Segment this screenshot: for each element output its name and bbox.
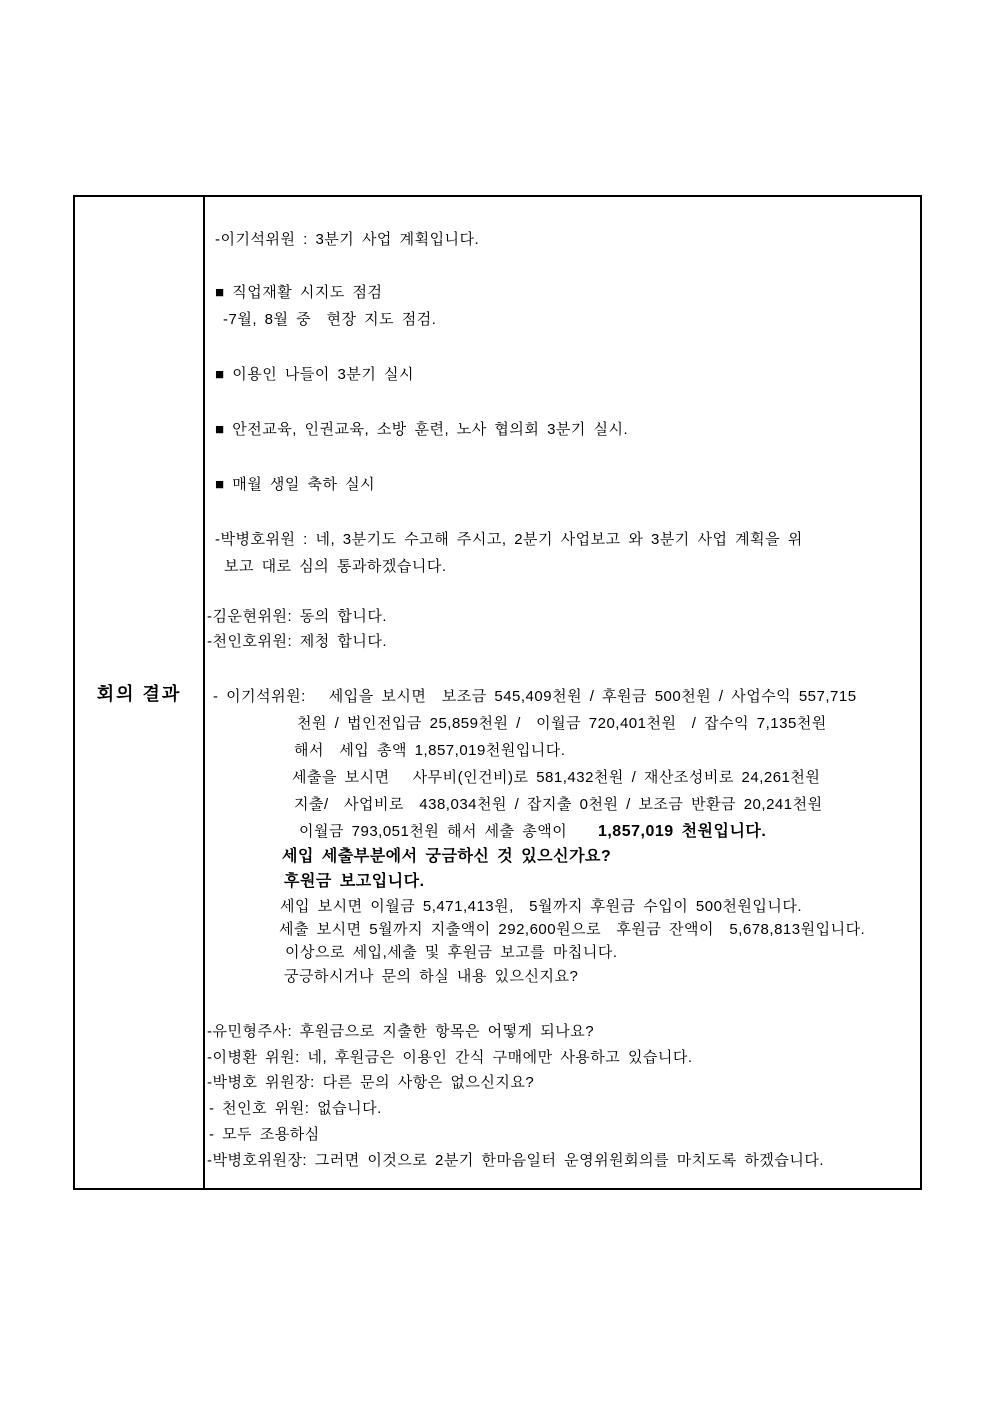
- text-line: [205, 768, 920, 788]
- text-segment: 궁긍하시거나 문의 하실 내용 있으신지요?: [284, 968, 579, 985]
- text-line: [205, 920, 920, 940]
- text-line: [205, 795, 920, 815]
- text-segment: 세출을 보시면 사무비(인건비)로 581,432천원 / 재산조성비로 24,261천원: [292, 769, 821, 786]
- text-segment: ■ 안전교육, 인권교육, 소방 훈련, 노사 협의회 3분기 실시.: [215, 421, 629, 438]
- text-segment: 세입 보시면 이월금 5,471,413원, 5월까지 후원금 수입이 500천원입니다.: [280, 898, 803, 915]
- content-lines: [205, 230, 920, 1171]
- text-segment: -박병호위원 : 네, 3분기도 수고해 주시고, 2분기 사업보고 와 3분기 사업 계획을 위: [215, 531, 803, 548]
- table-label: 회의 결과: [96, 683, 182, 704]
- text-segment: ■ 이용인 나들이 3분기 실시: [215, 366, 414, 383]
- text-segment: -이기석위원 : 3분기 사업 계획입니다.: [215, 231, 480, 248]
- text-line: [205, 1125, 920, 1145]
- text-segment-bold: 후원금 보고입니다.: [284, 873, 425, 890]
- text-segment: -김운현위원: 동의 합니다.: [207, 608, 388, 625]
- text-line: [205, 847, 920, 867]
- text-line: [205, 557, 920, 577]
- text-line: [205, 1099, 920, 1119]
- text-line: [205, 1048, 920, 1068]
- text-line: [205, 943, 920, 963]
- text-segment: 해서 세입 총액 1,857,019천원입니다.: [294, 742, 566, 759]
- text-line: [205, 872, 920, 892]
- text-segment: 세출 보시면 5월까지 지출액이 292,600원으로 후원금 잔액이 5,678,813원입니다.: [279, 921, 866, 938]
- table-label-cell: [75, 197, 205, 1188]
- text-segment: - 모두 조용하심: [209, 1126, 320, 1143]
- text-segment: ■ 매월 생일 축하 실시: [215, 476, 376, 493]
- text-line: [205, 607, 920, 627]
- text-line: [205, 714, 920, 734]
- text-segment: ■ 직업재활 시지도 점검: [215, 284, 383, 301]
- table-content-cell: [205, 197, 920, 1188]
- text-line: [205, 1151, 920, 1171]
- text-segment: -유민형주사: 후원금으로 지출한 항목은 어떻게 되나요?: [207, 1023, 595, 1040]
- text-line: [205, 230, 920, 250]
- text-segment-bold: 1,857,019 천원입니다.: [597, 823, 767, 840]
- text-line: [205, 365, 920, 385]
- text-line: [205, 420, 920, 440]
- text-line: [205, 475, 920, 495]
- text-segment: 보고 대로 심의 통과하겠습니다.: [224, 558, 447, 575]
- text-segment: 이상으로 세입,세출 및 후원금 보고를 마칩니다.: [285, 944, 618, 961]
- text-line: [205, 822, 920, 842]
- text-line: [205, 967, 920, 987]
- text-segment: 천원 / 법인전입금 25,859천원 / 이월금 720,401천원 / 잡수익 7,135천원: [297, 715, 827, 732]
- text-line: [205, 530, 920, 550]
- text-segment: -천인호위원: 제청 합니다.: [207, 633, 388, 650]
- text-segment: - 이기석위원: 세입을 보시면 보조금 545,409천원 / 후원금 500천원 / 사업수익 557,715: [213, 688, 857, 705]
- text-line: [205, 283, 920, 303]
- text-line: [205, 1073, 920, 1093]
- text-line: [205, 741, 920, 761]
- text-line: [205, 1022, 920, 1042]
- text-segment: - 천인호 위원: 없습니다.: [209, 1100, 382, 1117]
- meeting-results-table: [73, 195, 922, 1190]
- text-segment: -7월, 8월 중 현장 지도 점검.: [223, 311, 437, 328]
- text-segment: -이병환 위원: 네, 후원금은 이용인 간식 구매에만 사용하고 있습니다.: [207, 1049, 693, 1066]
- text-line: [205, 632, 920, 652]
- text-segment: -박병호위원장: 그러면 이것으로 2분기 한마음일터 운영위원회의를 마치도록 하겠습니다.: [207, 1152, 824, 1169]
- text-segment: -박병호 위원장: 다른 문의 사항은 없으신지요?: [207, 1074, 535, 1091]
- text-line: [205, 897, 920, 917]
- text-segment: 지출/ 사업비로 438,034천원 / 잡지출 0천원 / 보조금 반환금 20,241천원: [294, 796, 823, 813]
- text-segment: 이월금 793,051천원 해서 세출 총액이: [299, 823, 598, 840]
- text-line: [205, 310, 920, 330]
- text-segment-bold: 세입 세출부분에서 궁금하신 것 있으신가요?: [282, 848, 612, 865]
- text-line: [205, 687, 920, 707]
